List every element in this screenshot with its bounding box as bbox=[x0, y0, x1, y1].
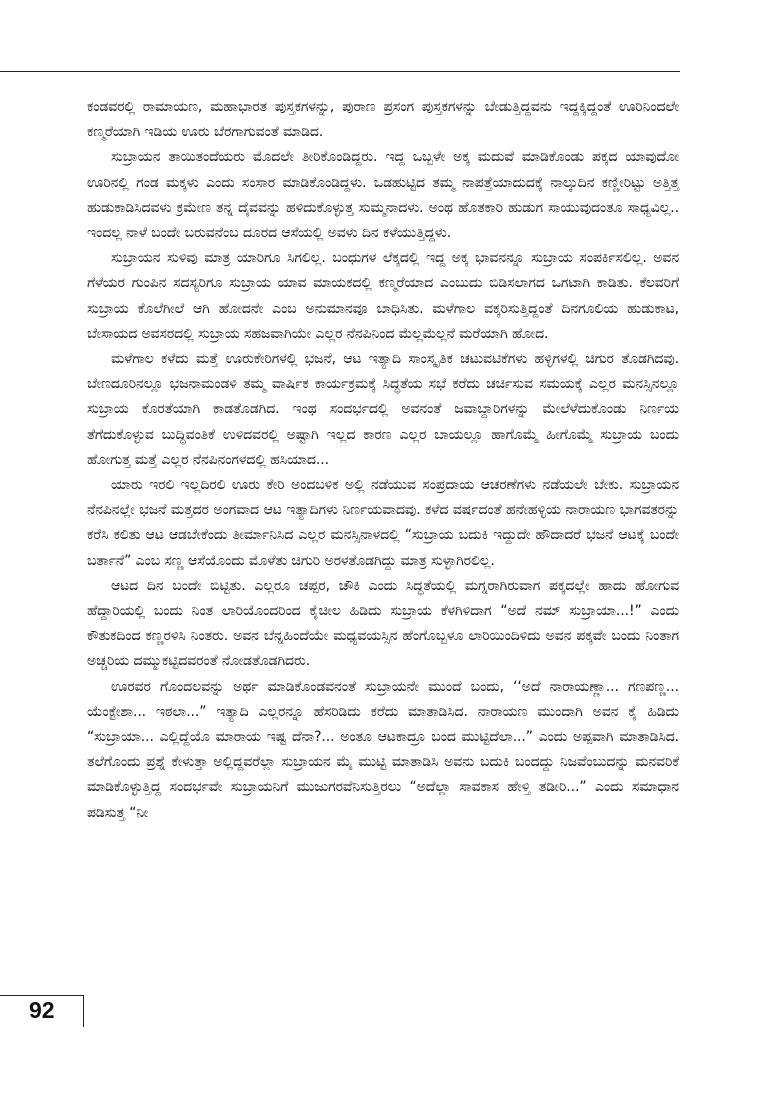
paragraph-6: ಆಟದ ದಿನ ಬಂದೇ ಬಿಟ್ಟಿತು. ಎಲ್ಲರೂ ಚಪ್ಪರ, ಚೌಕಿ ಎಂದು ಸಿದ್ಧತೆಯಲ್ಲಿ ಮಗ್ನರಾಗಿರುವಾಗ ಪಕ್ಕದಲ್ಲೇ ಹಾದು ಹೋಗುವ ಹೆದ್ದಾರಿಯಲ್ಲಿ ಬಂದು ನಿಂತ ಲಾರಿಯೊಂದರಿಂದ ಕೈಚೀಲ ಹಿಡಿದು ಸುಬ್ರಾಯ ಕೆಳಗಿಳಿದಾಗ “ಅದೆ ನಮ್ ಸುಬ್ರಾಯಾ...!” ಎಂದು ಕೌತುಕದಿಂದ ಕಣ್ಣರಳಿಸಿ ನಿಂತರು. ಅವನ ಬೆನ್ನಹಿಂದೆಯೇ ಮಧ್ಯವಯಸ್ಸಿನ ಹೆಂಗೊಬ್ಬಳೂ ಲಾರಿಯಿಂದಿಳಿದು ಅವನ ಪಕ್ಕವೇ ಬಂದು ನಿಂತಾಗ ಅಚ್ಚರಿಯ ದಮ್ಮುಕಟ್ಟಿದವರಂತೆ ನೋಡತೊಡಗಿದರು. bbox=[87, 577, 679, 670]
header-rule bbox=[0, 71, 680, 72]
paragraph-5: ಯಾರು ಇರಲಿ ಇಲ್ಲದಿರಲಿ ಊರು ಕೇರಿ ಅಂದಬಳಿಕ ಅಲ್ಲಿ ನಡೆಯುವ ಸಂಪ್ರದಾಯ ಆಚರಣೆಗಳು ನಡೆಯಲೇ ಬೇಕು. ಸುಬ್ರಾಯನ ನೆನಪಿನಲ್ಲೇ ಭಜನೆ ಮತ್ತದರ ಅಂಗವಾದ ಆಟ ಇತ್ಯಾದಿಗಳು ನಿರ್ಣಯವಾದವು. ಕಳೆದ ವರ್ಷದಂತೆ ಹನೇಹಳ್ಳಿಯ ನಾರಾಯಣ ಭಾಗವತರನ್ನು ಕರೆಸಿ ಕಲಿತು ಆಟ ಆಡಬೇಕೆಂದು ತೀರ್ಮಾನಿಸಿದ ಎಲ್ಲರ ಮನಸ್ಸಿನಾಳದಲ್ಲಿ “ಸುಬ್ರಾಯ ಬದುಕಿ ಇದ್ದುದೇ ಹೌದಾದರೆ ಭಜನೆ ಆಟಕ್ಕೆ ಬಂದೇ ಬರ್ತಾನೆ” ಎಂಬ ಸಣ್ಣ ಆಸೆಯೊಂದು ಮೊಳೆತು ಚಿಗುರಿ ಅರಳತೊಡಗಿದ್ದು ಮಾತ್ರ ಸುಳ್ಳಾಗಿರಲಿಲ್ಲ. bbox=[87, 477, 679, 569]
paragraph-2: ಸುಬ್ರಾಯನ ತಾಯಿತಂದೆಯರು ಮೊದಲೇ ತೀರಿಕೊಂಡಿದ್ದರು. ಇದ್ದ ಒಬ್ಬಳೇ ಅಕ್ಕ ಮದುವೆ ಮಾಡಿಕೊಂಡು ಪಕ್ಕದ ಯಾವುದೋ ಊರಿನಲ್ಲಿ ಗಂಡ ಮಕ್ಕಳು ಎಂದು ಸಂಸಾರ ಮಾಡಿಕೊಂಡಿದ್ದಳು. ಒಡಹುಟ್ಟಿದ ತಮ್ಮ ನಾಪತ್ತೆಯಾದುದಕ್ಕೆ ನಾಲ್ಕುದಿನ ಕಣ್ಣೀರಿಟ್ಟು ಅತ್ತಿತ್ತ ಹುಡುಕಾಡಿಸಿದವಳು ಕ್ರಮೇಣ ತನ್ನ ದೈವವನ್ನು ಹಳಿದುಕೊಳ್ಳುತ್ತ ಸುಮ್ಮನಾದಳು. ಅಂಥ ಹೊತಕಾರಿ ಹುಡುಗ ಸಾಯುವುದಂತೂ ಸಾಧ್ಯವಿಲ್ಲ.. ಇಂದಲ್ಲ ನಾಳೆ ಬಂದೇ ಬರುವನೆಂಬ ದೂರದ ಆಸೆಯಲ್ಲಿ ಅವಳು ದಿನ ಕಳೆಯುತ್ತಿದ್ದಳು. bbox=[87, 149, 679, 242]
paragraph-7: ಊರವರ ಗೊಂದಲವನ್ನು ಅರ್ಥ ಮಾಡಿಕೊಂಡವನಂತೆ ಸುಬ್ರಾಯನೇ ಮುಂದೆ ಬಂದು, ‘‘ಅದೆ ನಾರಾಯಣ್ಣಾ... ಗಣಪಣ್ಣ... ಯೆಂಕ್ಟೇಶಾ... ಇಠಲಾ...” ಇತ್ಯಾದಿ ಎಲ್ಲರನ್ನೂ ಹೆಸರಿಡಿದು ಕರೆದು ಮಾತಾಡಿಸಿದ. ನಾರಾಯಣ ಮುಂದಾಗಿ ಅವನ ಕೈ ಹಿಡಿದು “ಸುಬ್ರಾಯಾ... ಎಲ್ಲಿದ್ದೆಯೊ ಮಾರಾಯ ಇಷ್ಟ ದೆನಾ?... ಅಂತೂ ಆಟಕಾದ್ರೂ ಬಂದ ಮುಟ್ಟಿದೆಲಾ...” ಎಂದು ಅಪ್ಪವಾಗಿ ಮಾತಾಡಿಸಿದ. ತಲೆಗೊಂದು ಪ್ರಶ್ನೆ ಕೇಳುತ್ತಾ ಅಲ್ಲಿದ್ದವರೆಲ್ಲಾ ಸುಬ್ರಾಯನ ಮೈ ಮುಟ್ಟಿ ಮಾತಾಡಿಸಿ ಅವನು ಬದುಕಿ ಬಂದದ್ದು ನಿಜವೆಂಬುದನ್ನು ಮನವರಿಕೆ ಮಾಡಿಕೊಳ್ಳುತ್ತಿದ್ದ ಸಂದರ್ಭವೇ ಸುಬ್ರಾಯನಿಗೆ ಮುಜುಗರವೆನಿಸುತ್ತಿರಲು “ಅದೆಲ್ಲಾ ಸಾವಕಾಸ ಹೇಳ್ತಿ ತಡೀರಿ...” ಎಂದು ಸಮಾಧಾನ ಪಡಿಸುತ್ತ “ನೀ bbox=[87, 678, 679, 821]
footer-rule bbox=[0, 995, 83, 996]
paragraph-3: ಸುಬ್ರಾಯನ ಸುಳಿವು ಮಾತ್ರ ಯಾರಿಗೂ ಸಿಗಲಿಲ್ಲ. ಬಂಧುಗಳ ಲೆಕ್ಕದಲ್ಲಿ ಇದ್ದ ಅಕ್ಕ ಭಾವನನ್ನೂ ಸುಬ್ರಾಯ ಸಂಪರ್ಕಿಸಲಿಲ್ಲ. ಅವನ ಗೆಳೆಯರ ಗುಂಪಿನ ಸದಸ್ಯರಿಗೂ ಸುಬ್ರಾಯ ಯಾವ ಮಾಯಕದಲ್ಲಿ ಕಣ್ಮರೆಯಾದ ಎಂಬುದು ಬಿಡಿಸಲಾಗದ ಒಗಟಾಗಿ ಕಾಡಿತು. ಕೆಲವರಿಗೆ ಸುಬ್ರಾಯ ಕೊಲೆಗೀಲೆ ಆಗಿ ಹೋದನೇ ಎಂಬ ಅನುಮಾನವೂ ಬಾಧಿಸಿತು. ಮಳೆಗಾಲ ವಕ್ಕರಿಸುತ್ತಿದ್ದಂತೆ ದಿನಗೂಲಿಯ ಹುಡುಕಾಟ, ಬೇಸಾಯದ ಅವಸರದಲ್ಲಿ ಸುಬ್ರಾಯ ಸಹಜವಾಗಿಯೇ ಎಲ್ಲರ ನೆನಪಿನಿಂದ ಮೆಲ್ಲಮೆಲ್ಲನೆ ಮರೆಯಾಗಿ ಹೋದ. bbox=[87, 250, 679, 342]
paragraph-4: ಮಳೆಗಾಲ ಕಳೆದು ಮತ್ತೆ ಊರುಕೇರಿಗಳಲ್ಲಿ ಭಜನೆ, ಆಟ ಇತ್ಯಾದಿ ಸಾಂಸ್ಕೃತಿಕ ಚಟುವಟಿಕೆಗಳು ಹಳ್ಳಿಗಳಲ್ಲಿ ಚಿಗುರ ತೊಡಗಿದವು. ಬೇಣದೂರಿನಲ್ಲೂ ಭಜನಾಮಂಡಳಿ ತಮ್ಮ ವಾರ್ಷಿಕ ಕಾರ್ಯಕ್ರಮಕ್ಕೆ ಸಿದ್ಧತೆಯ ಸಭೆ ಕರೆದು ಚರ್ಚಿಸುವ ಸಮಯಕ್ಕೆ ಎಲ್ಲರ ಮನಸ್ಸಿನಲ್ಲೂ ಸುಬ್ರಾಯ ಕೊರತೆಯಾಗಿ ಕಾಡತೊಡಗಿದ. ಇಂಥ ಸಂದರ್ಭದಲ್ಲಿ ಅವನಂತೆ ಜವಾಬ್ದಾರಿಗಳನ್ನು ಮೇಲೆಳೆದುಕೊಂಡು ನಿರ್ಣಯ ತೆಗೆದುಕೊಳ್ಳುವ ಬುದ್ಧಿವಂತಿಕೆ ಉಳಿದವರಲ್ಲಿ ಅಷ್ಟಾಗಿ ಇಲ್ಲದ ಕಾರಣ ಎಲ್ಲರ ಬಾಯಲ್ಲೂ ಹಾಗೊಮ್ಮೆ ಹೀಗೊಮ್ಮೆ ಸುಬ್ರಾಯ ಬಂದು ಹೋಗುತ್ತ ಮತ್ತೆ ಎಲ್ಲರ ನೆನಪಿನಂಗಳದಲ್ಲಿ ಹಸಿಯಾದ... bbox=[87, 351, 679, 468]
page-text bbox=[87, 95, 679, 826]
page-number: 92 bbox=[29, 997, 55, 1023]
paragraph-1: ಕಂಡವರಲ್ಲಿ ರಾಮಾಯಣ, ಮಹಾಭಾರತ ಪುಸ್ತಕಗಳನ್ನು, ಪುರಾಣ ಪ್ರಸಂಗ ಪುಸ್ತಕಗಳನ್ನು ಬೇಡುತ್ತಿದ್ದವನು ಇದ್ದಕ್ಕಿದ್ದಂತೆ ಊರಿನಿಂದಲೇ ಕಣ್ಮರೆಯಾಗಿ ಇಡಿಯ ಊರು ಬೆರಗಾಗುವಂತೆ ಮಾಡಿದ. bbox=[87, 99, 679, 141]
folio-divider bbox=[83, 995, 84, 1027]
